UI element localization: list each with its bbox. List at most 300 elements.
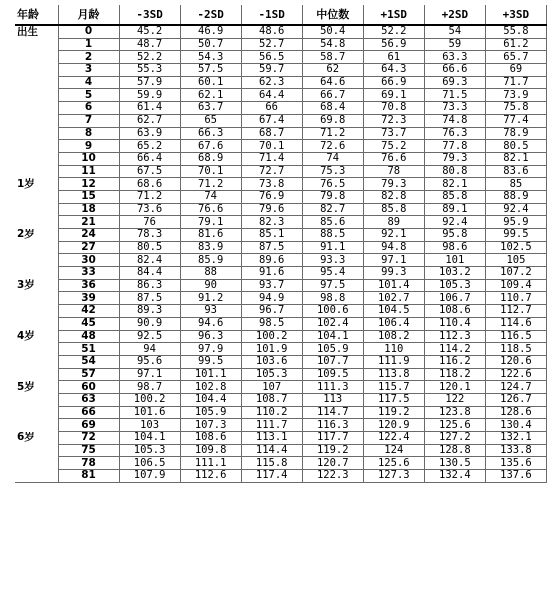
value-cell: 61.4 xyxy=(119,102,180,115)
value-cell: 126.7 xyxy=(485,393,546,406)
value-cell: 93 xyxy=(180,305,241,318)
value-cell: 60.1 xyxy=(180,76,241,89)
value-cell: 76.6 xyxy=(180,203,241,216)
growth-standard-table xyxy=(15,5,547,483)
value-cell: 92.4 xyxy=(424,216,485,229)
value-cell: 59.9 xyxy=(119,89,180,102)
growth-standard-table-container xyxy=(15,5,547,581)
value-cell: 92.4 xyxy=(485,203,546,216)
value-cell: 75.8 xyxy=(485,102,546,115)
value-cell: 79.8 xyxy=(302,190,363,203)
value-cell: 111.1 xyxy=(180,457,241,470)
value-cell: 68.7 xyxy=(241,127,302,140)
table-row xyxy=(15,216,547,229)
month-cell: 66 xyxy=(58,406,119,419)
value-cell: 123.8 xyxy=(424,406,485,419)
value-cell: 64.3 xyxy=(363,64,424,77)
value-cell: 98.7 xyxy=(119,381,180,394)
value-cell: 71.2 xyxy=(302,127,363,140)
value-cell: 120.7 xyxy=(302,457,363,470)
value-cell: 62.1 xyxy=(180,89,241,102)
age-cell xyxy=(15,51,58,64)
value-cell: 116.2 xyxy=(424,355,485,368)
value-cell: 125.6 xyxy=(424,419,485,432)
value-cell: 135.6 xyxy=(485,457,546,470)
value-cell: 128.6 xyxy=(485,406,546,419)
value-cell: 104.1 xyxy=(119,432,180,445)
value-cell: 101.6 xyxy=(119,406,180,419)
value-cell: 95.8 xyxy=(424,229,485,242)
value-cell: 79.1 xyxy=(180,216,241,229)
value-cell: 50.7 xyxy=(180,38,241,51)
value-cell: 85.1 xyxy=(241,229,302,242)
value-cell: 67.5 xyxy=(119,165,180,178)
month-cell: 18 xyxy=(58,203,119,216)
value-cell: 85.6 xyxy=(302,216,363,229)
value-cell: 99.5 xyxy=(485,229,546,242)
header-plus2sd: +2SD xyxy=(424,5,485,25)
value-cell: 80.5 xyxy=(485,140,546,153)
value-cell: 75.2 xyxy=(363,140,424,153)
age-cell xyxy=(15,419,58,432)
value-cell: 106.5 xyxy=(119,457,180,470)
value-cell: 69.3 xyxy=(424,76,485,89)
value-cell: 85.8 xyxy=(363,203,424,216)
value-cell: 56.5 xyxy=(241,51,302,64)
table-row xyxy=(15,368,547,381)
value-cell: 88.5 xyxy=(302,229,363,242)
value-cell: 71.4 xyxy=(241,152,302,165)
value-cell: 89.6 xyxy=(241,254,302,267)
value-cell: 79.3 xyxy=(424,152,485,165)
month-cell: 27 xyxy=(58,241,119,254)
value-cell: 57.9 xyxy=(119,76,180,89)
value-cell: 137.6 xyxy=(485,470,546,483)
table-row xyxy=(15,203,547,216)
table-row xyxy=(15,114,547,127)
age-cell xyxy=(15,64,58,77)
value-cell: 73.3 xyxy=(424,102,485,115)
value-cell: 75.3 xyxy=(302,165,363,178)
table-row xyxy=(15,381,547,394)
month-cell: 5 xyxy=(58,89,119,102)
value-cell: 62.7 xyxy=(119,114,180,127)
value-cell: 94.6 xyxy=(180,317,241,330)
value-cell: 108.6 xyxy=(180,432,241,445)
value-cell: 82.8 xyxy=(363,190,424,203)
value-cell: 91.2 xyxy=(180,292,241,305)
value-cell: 61.2 xyxy=(485,38,546,51)
value-cell: 95.6 xyxy=(119,355,180,368)
age-cell xyxy=(15,292,58,305)
table-body xyxy=(15,25,547,482)
header-median: 中位数 xyxy=(302,5,363,25)
month-cell: 33 xyxy=(58,267,119,280)
table-row xyxy=(15,267,547,280)
table-row xyxy=(15,292,547,305)
table-row xyxy=(15,470,547,483)
age-cell xyxy=(15,102,58,115)
value-cell: 122.6 xyxy=(485,368,546,381)
value-cell: 102.5 xyxy=(485,241,546,254)
value-cell: 55.8 xyxy=(485,25,546,38)
value-cell: 86.3 xyxy=(119,279,180,292)
value-cell: 90.9 xyxy=(119,317,180,330)
value-cell: 76.9 xyxy=(241,190,302,203)
value-cell: 71.2 xyxy=(119,190,180,203)
age-cell: 6岁 xyxy=(15,432,58,445)
value-cell: 107 xyxy=(241,381,302,394)
table-row xyxy=(15,229,547,242)
header-month: 月龄 xyxy=(58,5,119,25)
value-cell: 104.4 xyxy=(180,393,241,406)
value-cell: 132.1 xyxy=(485,432,546,445)
value-cell: 69.1 xyxy=(363,89,424,102)
age-cell xyxy=(15,241,58,254)
value-cell: 107.7 xyxy=(302,355,363,368)
value-cell: 95.4 xyxy=(302,267,363,280)
value-cell: 82.4 xyxy=(119,254,180,267)
value-cell: 92.1 xyxy=(363,229,424,242)
value-cell: 110.4 xyxy=(424,317,485,330)
value-cell: 103.6 xyxy=(241,355,302,368)
age-cell xyxy=(15,203,58,216)
value-cell: 71.2 xyxy=(180,178,241,191)
value-cell: 67.4 xyxy=(241,114,302,127)
value-cell: 54.3 xyxy=(180,51,241,64)
value-cell: 84.4 xyxy=(119,267,180,280)
value-cell: 120.1 xyxy=(424,381,485,394)
value-cell: 101.9 xyxy=(241,343,302,356)
value-cell: 128.8 xyxy=(424,444,485,457)
age-cell xyxy=(15,406,58,419)
value-cell: 62 xyxy=(302,64,363,77)
value-cell: 87.5 xyxy=(119,292,180,305)
month-cell: 72 xyxy=(58,432,119,445)
value-cell: 92.5 xyxy=(119,330,180,343)
table-row xyxy=(15,127,547,140)
value-cell: 101.4 xyxy=(363,279,424,292)
month-cell: 15 xyxy=(58,190,119,203)
table-row xyxy=(15,343,547,356)
month-cell: 11 xyxy=(58,165,119,178)
value-cell: 78 xyxy=(363,165,424,178)
value-cell: 72.6 xyxy=(302,140,363,153)
age-cell xyxy=(15,368,58,381)
value-cell: 85.8 xyxy=(424,190,485,203)
value-cell: 68.4 xyxy=(302,102,363,115)
month-cell: 10 xyxy=(58,152,119,165)
value-cell: 103.2 xyxy=(424,267,485,280)
month-cell: 8 xyxy=(58,127,119,140)
value-cell: 93.7 xyxy=(241,279,302,292)
value-cell: 114.4 xyxy=(241,444,302,457)
value-cell: 107.2 xyxy=(485,267,546,280)
header-row xyxy=(15,5,547,25)
value-cell: 120.9 xyxy=(363,419,424,432)
age-cell xyxy=(15,355,58,368)
value-cell: 79.3 xyxy=(363,178,424,191)
value-cell: 102.4 xyxy=(302,317,363,330)
table-row xyxy=(15,178,547,191)
age-cell: 3岁 xyxy=(15,279,58,292)
value-cell: 111.7 xyxy=(241,419,302,432)
value-cell: 105.9 xyxy=(180,406,241,419)
table-row xyxy=(15,355,547,368)
age-cell xyxy=(15,305,58,318)
value-cell: 85 xyxy=(485,178,546,191)
value-cell: 116.5 xyxy=(485,330,546,343)
month-cell: 2 xyxy=(58,51,119,64)
value-cell: 73.9 xyxy=(485,89,546,102)
value-cell: 54 xyxy=(424,25,485,38)
value-cell: 115.7 xyxy=(363,381,424,394)
age-cell xyxy=(15,267,58,280)
value-cell: 87.5 xyxy=(241,241,302,254)
value-cell: 52.7 xyxy=(241,38,302,51)
value-cell: 79.6 xyxy=(241,203,302,216)
value-cell: 109.5 xyxy=(302,368,363,381)
value-cell: 125.6 xyxy=(363,457,424,470)
value-cell: 73.6 xyxy=(119,203,180,216)
table-row xyxy=(15,241,547,254)
value-cell: 65 xyxy=(180,114,241,127)
month-cell: 1 xyxy=(58,38,119,51)
table-row xyxy=(15,279,547,292)
table-row xyxy=(15,25,547,38)
value-cell: 55.3 xyxy=(119,64,180,77)
value-cell: 81.6 xyxy=(180,229,241,242)
age-cell xyxy=(15,165,58,178)
value-cell: 108.7 xyxy=(241,393,302,406)
month-cell: 54 xyxy=(58,355,119,368)
value-cell: 127.3 xyxy=(363,470,424,483)
value-cell: 112.7 xyxy=(485,305,546,318)
month-cell: 0 xyxy=(58,25,119,38)
value-cell: 105 xyxy=(485,254,546,267)
value-cell: 107.9 xyxy=(119,470,180,483)
value-cell: 64.4 xyxy=(241,89,302,102)
value-cell: 67.6 xyxy=(180,140,241,153)
value-cell: 130.4 xyxy=(485,419,546,432)
table-row xyxy=(15,152,547,165)
value-cell: 114.2 xyxy=(424,343,485,356)
month-cell: 75 xyxy=(58,444,119,457)
month-cell: 24 xyxy=(58,229,119,242)
age-cell: 出生 xyxy=(15,25,58,38)
value-cell: 66.3 xyxy=(180,127,241,140)
month-cell: 42 xyxy=(58,305,119,318)
month-cell: 63 xyxy=(58,393,119,406)
value-cell: 63.3 xyxy=(424,51,485,64)
value-cell: 78.3 xyxy=(119,229,180,242)
value-cell: 61 xyxy=(363,51,424,64)
value-cell: 58.7 xyxy=(302,51,363,64)
value-cell: 97.1 xyxy=(363,254,424,267)
value-cell: 98.8 xyxy=(302,292,363,305)
age-cell: 2岁 xyxy=(15,229,58,242)
header-minus2sd: -2SD xyxy=(180,5,241,25)
value-cell: 46.9 xyxy=(180,25,241,38)
value-cell: 130.5 xyxy=(424,457,485,470)
value-cell: 124.7 xyxy=(485,381,546,394)
value-cell: 63.9 xyxy=(119,127,180,140)
value-cell: 65.2 xyxy=(119,140,180,153)
value-cell: 105.9 xyxy=(302,343,363,356)
value-cell: 106.7 xyxy=(424,292,485,305)
table-row xyxy=(15,38,547,51)
value-cell: 65.7 xyxy=(485,51,546,64)
value-cell: 73.8 xyxy=(241,178,302,191)
value-cell: 98.5 xyxy=(241,317,302,330)
value-cell: 59.7 xyxy=(241,64,302,77)
table-row xyxy=(15,140,547,153)
value-cell: 100.2 xyxy=(241,330,302,343)
value-cell: 70.8 xyxy=(363,102,424,115)
value-cell: 76.3 xyxy=(424,127,485,140)
value-cell: 102.7 xyxy=(363,292,424,305)
table-row xyxy=(15,457,547,470)
header-age: 年龄 xyxy=(15,5,58,25)
value-cell: 101.1 xyxy=(180,368,241,381)
value-cell: 52.2 xyxy=(119,51,180,64)
value-cell: 69.8 xyxy=(302,114,363,127)
table-row xyxy=(15,393,547,406)
value-cell: 59 xyxy=(424,38,485,51)
value-cell: 111.3 xyxy=(302,381,363,394)
value-cell: 83.6 xyxy=(485,165,546,178)
value-cell: 45.2 xyxy=(119,25,180,38)
header-minus3sd: -3SD xyxy=(119,5,180,25)
value-cell: 74.8 xyxy=(424,114,485,127)
value-cell: 100.6 xyxy=(302,305,363,318)
value-cell: 122 xyxy=(424,393,485,406)
value-cell: 57.5 xyxy=(180,64,241,77)
month-cell: 6 xyxy=(58,102,119,115)
value-cell: 109.4 xyxy=(485,279,546,292)
value-cell: 63.7 xyxy=(180,102,241,115)
value-cell: 91.1 xyxy=(302,241,363,254)
value-cell: 66.4 xyxy=(119,152,180,165)
header-minus1sd: -1SD xyxy=(241,5,302,25)
value-cell: 110.7 xyxy=(485,292,546,305)
value-cell: 66.9 xyxy=(363,76,424,89)
age-cell xyxy=(15,89,58,102)
age-cell xyxy=(15,343,58,356)
value-cell: 82.7 xyxy=(302,203,363,216)
month-cell: 48 xyxy=(58,330,119,343)
month-cell: 30 xyxy=(58,254,119,267)
value-cell: 91.6 xyxy=(241,267,302,280)
value-cell: 64.6 xyxy=(302,76,363,89)
table-row xyxy=(15,102,547,115)
age-cell xyxy=(15,127,58,140)
value-cell: 93.3 xyxy=(302,254,363,267)
age-cell xyxy=(15,152,58,165)
value-cell: 73.7 xyxy=(363,127,424,140)
value-cell: 71.7 xyxy=(485,76,546,89)
age-cell xyxy=(15,444,58,457)
value-cell: 70.1 xyxy=(180,165,241,178)
value-cell: 74 xyxy=(180,190,241,203)
month-cell: 9 xyxy=(58,140,119,153)
value-cell: 62.3 xyxy=(241,76,302,89)
value-cell: 76 xyxy=(119,216,180,229)
age-cell xyxy=(15,470,58,483)
value-cell: 88.9 xyxy=(485,190,546,203)
value-cell: 120.6 xyxy=(485,355,546,368)
value-cell: 94.8 xyxy=(363,241,424,254)
month-cell: 45 xyxy=(58,317,119,330)
value-cell: 105.3 xyxy=(241,368,302,381)
value-cell: 127.2 xyxy=(424,432,485,445)
value-cell: 89 xyxy=(363,216,424,229)
table-row xyxy=(15,330,547,343)
value-cell: 70.1 xyxy=(241,140,302,153)
month-cell: 21 xyxy=(58,216,119,229)
value-cell: 115.8 xyxy=(241,457,302,470)
table-row xyxy=(15,51,547,64)
value-cell: 117.4 xyxy=(241,470,302,483)
value-cell: 118.5 xyxy=(485,343,546,356)
value-cell: 113.8 xyxy=(363,368,424,381)
value-cell: 52.2 xyxy=(363,25,424,38)
value-cell: 80.8 xyxy=(424,165,485,178)
value-cell: 66.6 xyxy=(424,64,485,77)
value-cell: 82.1 xyxy=(424,178,485,191)
value-cell: 85.9 xyxy=(180,254,241,267)
table-row xyxy=(15,190,547,203)
value-cell: 117.5 xyxy=(363,393,424,406)
value-cell: 82.3 xyxy=(241,216,302,229)
month-cell: 57 xyxy=(58,368,119,381)
value-cell: 72.7 xyxy=(241,165,302,178)
value-cell: 54.8 xyxy=(302,38,363,51)
value-cell: 118.2 xyxy=(424,368,485,381)
value-cell: 99.3 xyxy=(363,267,424,280)
value-cell: 96.3 xyxy=(180,330,241,343)
value-cell: 101 xyxy=(424,254,485,267)
header-plus3sd: +3SD xyxy=(485,5,546,25)
age-cell: 4岁 xyxy=(15,330,58,343)
value-cell: 74 xyxy=(302,152,363,165)
age-cell xyxy=(15,76,58,89)
value-cell: 97.1 xyxy=(119,368,180,381)
value-cell: 90 xyxy=(180,279,241,292)
value-cell: 112.6 xyxy=(180,470,241,483)
value-cell: 76.5 xyxy=(302,178,363,191)
value-cell: 133.8 xyxy=(485,444,546,457)
value-cell: 89.3 xyxy=(119,305,180,318)
age-cell xyxy=(15,317,58,330)
value-cell: 80.5 xyxy=(119,241,180,254)
table-row xyxy=(15,444,547,457)
value-cell: 48.6 xyxy=(241,25,302,38)
value-cell: 99.5 xyxy=(180,355,241,368)
value-cell: 119.2 xyxy=(363,406,424,419)
value-cell: 112.3 xyxy=(424,330,485,343)
value-cell: 103 xyxy=(119,419,180,432)
value-cell: 108.2 xyxy=(363,330,424,343)
month-cell: 81 xyxy=(58,470,119,483)
age-cell xyxy=(15,457,58,470)
value-cell: 98.6 xyxy=(424,241,485,254)
month-cell: 69 xyxy=(58,419,119,432)
age-cell: 1岁 xyxy=(15,178,58,191)
age-cell xyxy=(15,114,58,127)
value-cell: 105.3 xyxy=(424,279,485,292)
age-cell xyxy=(15,393,58,406)
